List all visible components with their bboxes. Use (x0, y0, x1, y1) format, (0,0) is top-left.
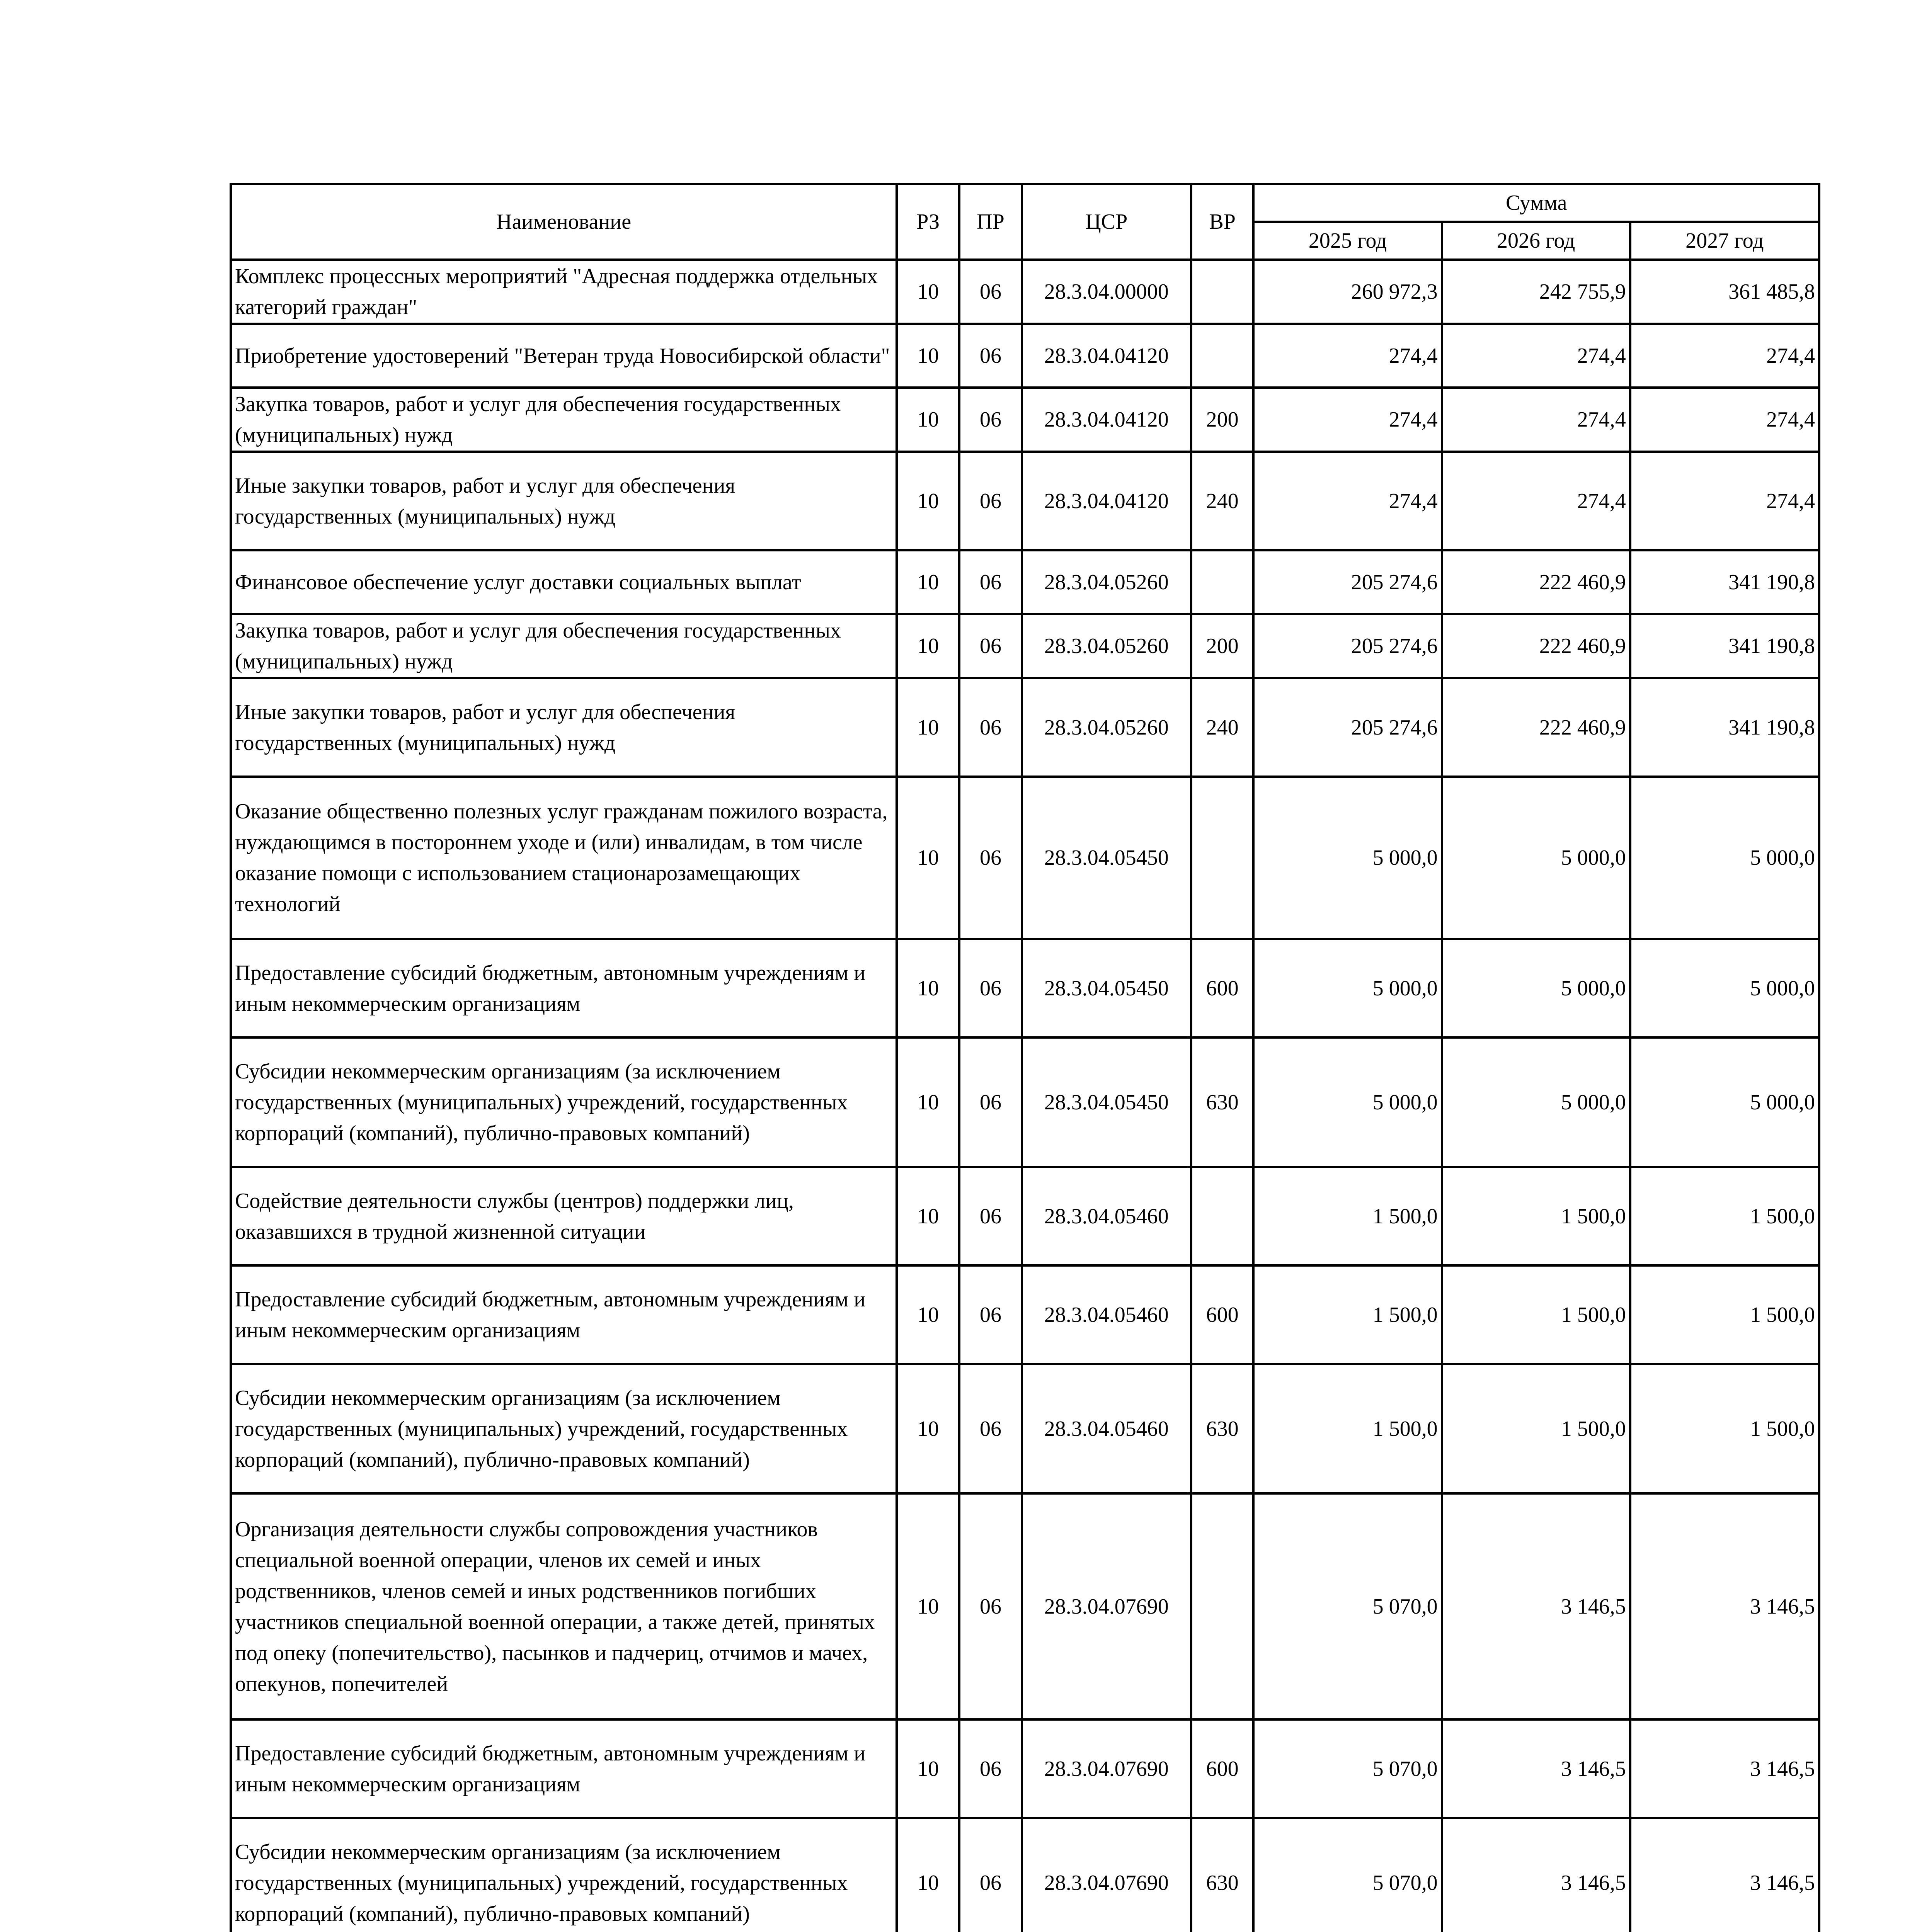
cell-name: Субсидии некоммерческим организациям (за исключением государственных (муниципальных) учреждений, государственных корпораций (компаний), публично-правовых компаний) (231, 1364, 897, 1493)
cell-sum-2025: 274,4 (1253, 388, 1442, 452)
cell-sum-2027: 5 000,0 (1630, 1037, 1819, 1167)
cell-rz: 10 (897, 1493, 959, 1719)
cell-name: Субсидии некоммерческим организациям (за исключением государственных (муниципальных) учреждений, государственных корпораций (компаний), публично-правовых компаний) (231, 1037, 897, 1167)
cell-pr: 06 (959, 1493, 1022, 1719)
cell-csr: 28.3.04.05460 (1022, 1167, 1191, 1265)
cell-sum-2026: 274,4 (1442, 324, 1630, 388)
cell-csr: 28.3.04.04120 (1022, 452, 1191, 550)
cell-vr (1191, 777, 1254, 939)
cell-sum-2025: 5 000,0 (1253, 939, 1442, 1037)
cell-sum-2025: 1 500,0 (1253, 1167, 1442, 1265)
cell-csr: 28.3.04.05260 (1022, 614, 1191, 678)
cell-sum-2027: 341 190,8 (1630, 678, 1819, 777)
cell-pr: 06 (959, 324, 1022, 388)
cell-sum-2026: 222 460,9 (1442, 614, 1630, 678)
budget-table-body (231, 260, 1819, 1932)
cell-sum-2027: 274,4 (1630, 324, 1819, 388)
cell-csr: 28.3.04.05460 (1022, 1265, 1191, 1364)
cell-sum-2025: 274,4 (1253, 452, 1442, 550)
cell-sum-2026: 222 460,9 (1442, 678, 1630, 777)
cell-vr: 630 (1191, 1037, 1254, 1167)
cell-rz: 10 (897, 1818, 959, 1932)
cell-pr: 06 (959, 1719, 1022, 1818)
cell-rz: 10 (897, 260, 959, 324)
cell-csr: 28.3.04.05450 (1022, 1037, 1191, 1167)
table-row (231, 614, 1819, 678)
table-row (231, 939, 1819, 1037)
cell-vr: 600 (1191, 939, 1254, 1037)
cell-sum-2026: 5 000,0 (1442, 1037, 1630, 1167)
cell-name: Приобретение удостоверений "Ветеран труда Новосибирской области" (231, 324, 897, 388)
cell-csr: 28.3.04.05260 (1022, 550, 1191, 614)
cell-sum-2027: 3 146,5 (1630, 1719, 1819, 1818)
cell-sum-2027: 1 500,0 (1630, 1265, 1819, 1364)
cell-sum-2026: 3 146,5 (1442, 1493, 1630, 1719)
cell-sum-2025: 5 070,0 (1253, 1818, 1442, 1932)
cell-rz: 10 (897, 324, 959, 388)
cell-name: Закупка товаров, работ и услуг для обеспечения государственных (муниципальных) нужд (231, 388, 897, 452)
cell-sum-2027: 5 000,0 (1630, 939, 1819, 1037)
table-row (231, 1719, 1819, 1818)
cell-sum-2027: 361 485,8 (1630, 260, 1819, 324)
cell-sum-2026: 1 500,0 (1442, 1265, 1630, 1364)
cell-sum-2026: 242 755,9 (1442, 260, 1630, 324)
cell-rz: 10 (897, 777, 959, 939)
header-pr: ПР (959, 184, 1022, 260)
cell-name: Комплекс процессных мероприятий "Адресная поддержка отдельных категорий граждан" (231, 260, 897, 324)
cell-sum-2027: 3 146,5 (1630, 1818, 1819, 1932)
cell-rz: 10 (897, 1719, 959, 1818)
cell-rz: 10 (897, 550, 959, 614)
cell-rz: 10 (897, 1364, 959, 1493)
cell-pr: 06 (959, 452, 1022, 550)
cell-sum-2027: 5 000,0 (1630, 777, 1819, 939)
cell-sum-2026: 222 460,9 (1442, 550, 1630, 614)
cell-vr (1191, 324, 1254, 388)
cell-sum-2025: 205 274,6 (1253, 678, 1442, 777)
table-row (231, 777, 1819, 939)
cell-csr: 28.3.04.05260 (1022, 678, 1191, 777)
cell-csr: 28.3.04.00000 (1022, 260, 1191, 324)
header-row-top (231, 184, 1819, 222)
header-name: Наименование (231, 184, 897, 260)
cell-pr: 06 (959, 550, 1022, 614)
cell-vr: 630 (1191, 1364, 1254, 1493)
cell-csr: 28.3.04.04120 (1022, 388, 1191, 452)
cell-name: Предоставление субсидий бюджетным, автономным учреждениям и иным некоммерческим организациям (231, 1719, 897, 1818)
cell-pr: 06 (959, 939, 1022, 1037)
cell-sum-2026: 1 500,0 (1442, 1167, 1630, 1265)
cell-vr: 200 (1191, 388, 1254, 452)
cell-sum-2027: 341 190,8 (1630, 550, 1819, 614)
table-row (231, 1167, 1819, 1265)
cell-vr: 600 (1191, 1265, 1254, 1364)
cell-pr: 06 (959, 614, 1022, 678)
header-csr: ЦСР (1022, 184, 1191, 260)
cell-sum-2025: 1 500,0 (1253, 1364, 1442, 1493)
table-row (231, 1364, 1819, 1493)
cell-csr: 28.3.04.05450 (1022, 777, 1191, 939)
table-row (231, 1818, 1819, 1932)
cell-name: Содействие деятельности службы (центров) поддержки лиц, оказавшихся в трудной жизненной ситуации (231, 1167, 897, 1265)
cell-pr: 06 (959, 388, 1022, 452)
cell-csr: 28.3.04.04120 (1022, 324, 1191, 388)
header-year-2027: 2027 год (1630, 222, 1819, 260)
table-row (231, 678, 1819, 777)
cell-vr (1191, 1167, 1254, 1265)
cell-name: Предоставление субсидий бюджетным, автономным учреждениям и иным некоммерческим организациям (231, 1265, 897, 1364)
cell-rz: 10 (897, 1167, 959, 1265)
table-row (231, 550, 1819, 614)
cell-sum-2025: 274,4 (1253, 324, 1442, 388)
cell-sum-2025: 260 972,3 (1253, 260, 1442, 324)
cell-sum-2025: 5 070,0 (1253, 1493, 1442, 1719)
cell-pr: 06 (959, 1364, 1022, 1493)
table-row (231, 324, 1819, 388)
cell-sum-2026: 274,4 (1442, 452, 1630, 550)
cell-rz: 10 (897, 388, 959, 452)
cell-sum-2025: 5 000,0 (1253, 777, 1442, 939)
cell-sum-2026: 3 146,5 (1442, 1719, 1630, 1818)
cell-name: Организация деятельности службы сопровождения участников специальной военной операции, членов их семей и иных родственников, членов семей и иных родственников погибших участников специальной военной операции, а также детей, принятых под опеку (попечительство), пасынков и падчериц, отчимов и мачех, опекунов, попечителей (231, 1493, 897, 1719)
cell-sum-2027: 341 190,8 (1630, 614, 1819, 678)
cell-sum-2026: 5 000,0 (1442, 939, 1630, 1037)
cell-name: Предоставление субсидий бюджетным, автономным учреждениям и иным некоммерческим организациям (231, 939, 897, 1037)
cell-pr: 06 (959, 1167, 1022, 1265)
cell-vr (1191, 550, 1254, 614)
cell-pr: 06 (959, 1265, 1022, 1364)
cell-csr: 28.3.04.07690 (1022, 1493, 1191, 1719)
cell-name: Иные закупки товаров, работ и услуг для обеспечения государственных (муниципальных) нужд (231, 678, 897, 777)
table-row (231, 260, 1819, 324)
cell-name: Закупка товаров, работ и услуг для обеспечения государственных (муниципальных) нужд (231, 614, 897, 678)
cell-sum-2027: 274,4 (1630, 452, 1819, 550)
cell-sum-2025: 5 070,0 (1253, 1719, 1442, 1818)
cell-vr: 630 (1191, 1818, 1254, 1932)
cell-rz: 10 (897, 452, 959, 550)
cell-pr: 06 (959, 1037, 1022, 1167)
cell-vr (1191, 260, 1254, 324)
cell-pr: 06 (959, 1818, 1022, 1932)
cell-name: Субсидии некоммерческим организациям (за исключением государственных (муниципальных) учреждений, государственных корпораций (компаний), публично-правовых компаний) (231, 1818, 897, 1932)
cell-sum-2026: 5 000,0 (1442, 777, 1630, 939)
table-row (231, 1037, 1819, 1167)
header-year-2026: 2026 год (1442, 222, 1630, 260)
cell-rz: 10 (897, 1037, 959, 1167)
table-row (231, 452, 1819, 550)
cell-sum-2027: 274,4 (1630, 388, 1819, 452)
cell-sum-2026: 3 146,5 (1442, 1818, 1630, 1932)
header-rz: РЗ (897, 184, 959, 260)
budget-table (230, 183, 1820, 1932)
cell-csr: 28.3.04.05450 (1022, 939, 1191, 1037)
cell-sum-2027: 1 500,0 (1630, 1364, 1819, 1493)
cell-pr: 06 (959, 260, 1022, 324)
budget-sheet (230, 183, 1820, 1932)
cell-rz: 10 (897, 678, 959, 777)
cell-vr: 240 (1191, 452, 1254, 550)
cell-pr: 06 (959, 678, 1022, 777)
table-row (231, 1493, 1819, 1719)
cell-csr: 28.3.04.07690 (1022, 1818, 1191, 1932)
table-row (231, 388, 1819, 452)
cell-rz: 10 (897, 939, 959, 1037)
cell-vr: 200 (1191, 614, 1254, 678)
cell-vr: 240 (1191, 678, 1254, 777)
table-row (231, 1265, 1819, 1364)
cell-rz: 10 (897, 614, 959, 678)
cell-sum-2025: 205 274,6 (1253, 614, 1442, 678)
cell-vr: 600 (1191, 1719, 1254, 1818)
cell-sum-2025: 1 500,0 (1253, 1265, 1442, 1364)
cell-sum-2026: 274,4 (1442, 388, 1630, 452)
cell-csr: 28.3.04.07690 (1022, 1719, 1191, 1818)
cell-sum-2025: 205 274,6 (1253, 550, 1442, 614)
cell-sum-2027: 1 500,0 (1630, 1167, 1819, 1265)
header-vr: ВР (1191, 184, 1254, 260)
cell-pr: 06 (959, 777, 1022, 939)
header-sum: Сумма (1253, 184, 1819, 222)
cell-sum-2025: 5 000,0 (1253, 1037, 1442, 1167)
cell-sum-2027: 3 146,5 (1630, 1493, 1819, 1719)
header-year-2025: 2025 год (1253, 222, 1442, 260)
cell-rz: 10 (897, 1265, 959, 1364)
cell-name: Иные закупки товаров, работ и услуг для обеспечения государственных (муниципальных) нужд (231, 452, 897, 550)
cell-sum-2026: 1 500,0 (1442, 1364, 1630, 1493)
cell-name: Оказание общественно полезных услуг гражданам пожилого возраста, нуждающимся в постороннем уходе и (или) инвалидам, в том числе оказание помощи с использованием стационарозамещающих технологий (231, 777, 897, 939)
cell-vr (1191, 1493, 1254, 1719)
cell-name: Финансовое обеспечение услуг доставки социальных выплат (231, 550, 897, 614)
cell-csr: 28.3.04.05460 (1022, 1364, 1191, 1493)
